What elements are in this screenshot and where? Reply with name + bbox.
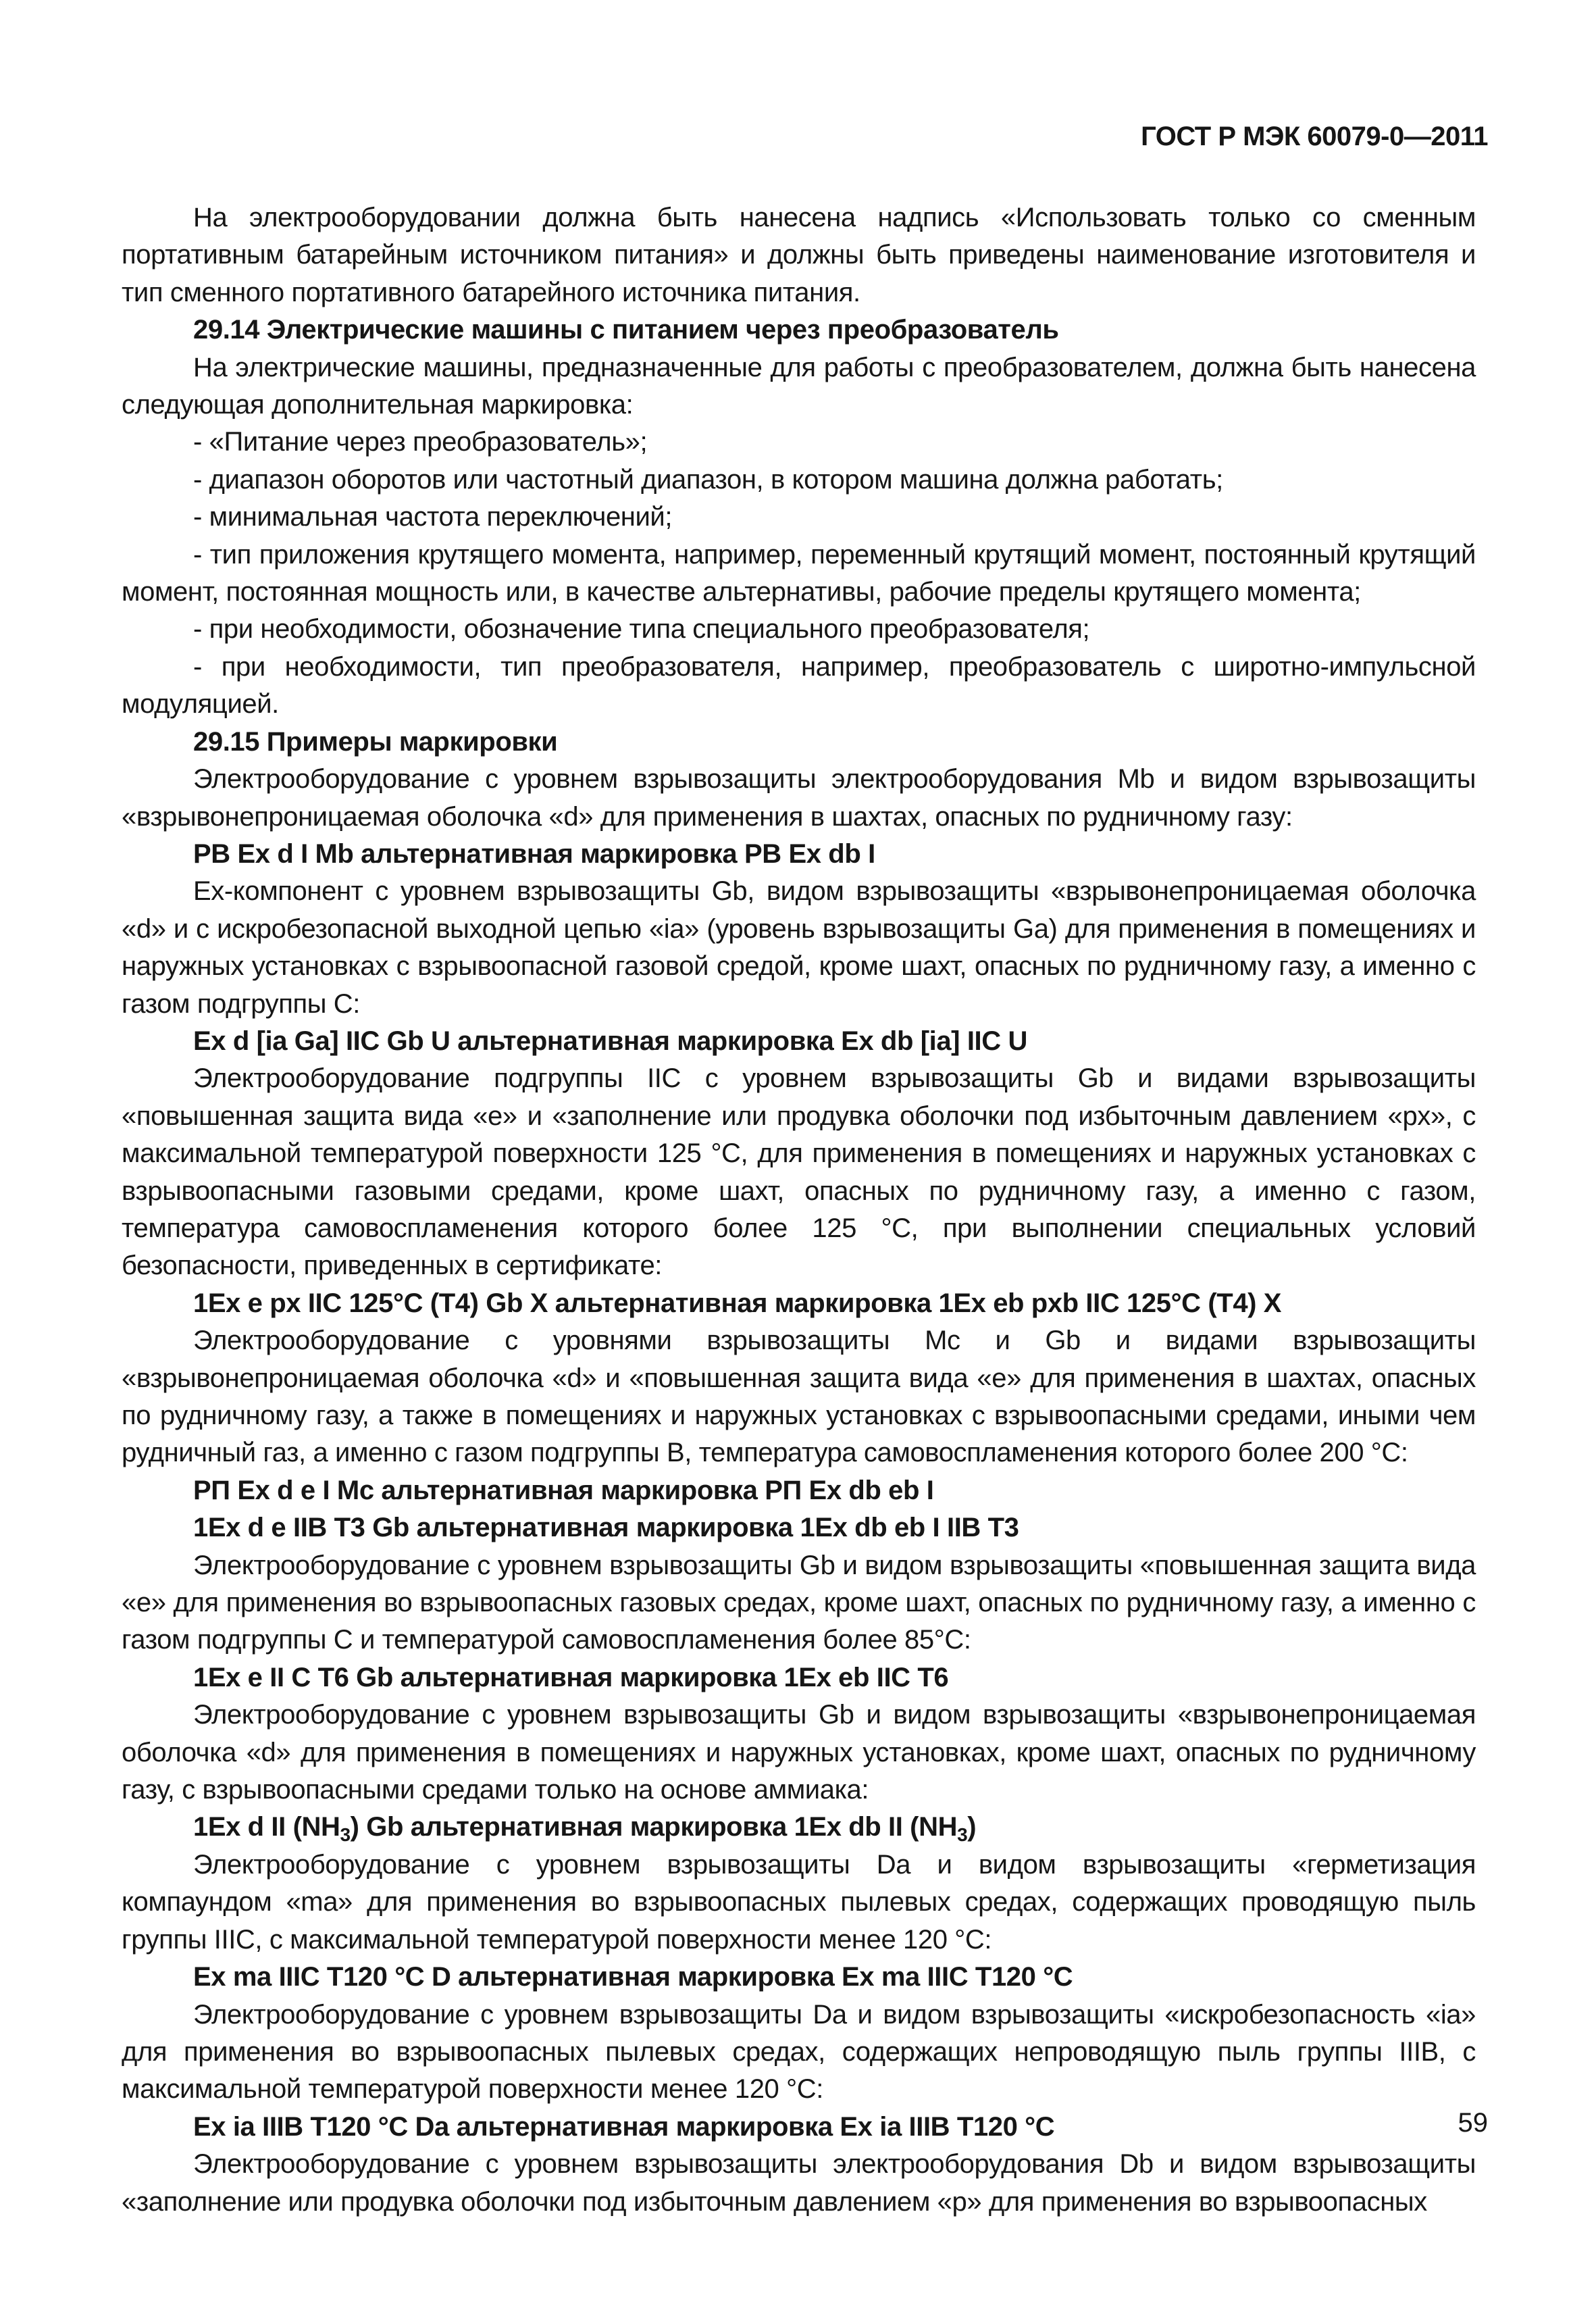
paragraph: Электрооборудование с уровнем взрывозащиты Da и видом взрывозащиты «герметизация компаундом «ma» для применения во взрывоопасных пылевых средах, содержащих проводящую пыль группы IIIC, с максимальной температурой поверхности менее 120 °С:: [122, 1849, 1476, 1955]
list-item: - при необходимости, тип преобразователя, например, преобразователь с широтно-импульсной модуляцией.: [122, 651, 1476, 720]
marking-example: Ex ma IIIC T120 °C D альтернативная маркировка Ex ma IIIC T120 °C: [193, 1962, 1073, 1992]
page-number: 59: [1458, 2108, 1488, 2138]
paragraph: Ex-компонент с уровнем взрывозащиты Gb, видом взрывозащиты «взрывонепроницаемая оболочка «d» и с искробезопасной выходной цепью «ia» (уровень взрывозащиты Ga) для применения в помещениях и наружных установках с взрывоопасной газовой средой, кроме шахт, опасных по рудничному газу, а именно с газом подгруппы С:: [122, 876, 1476, 1019]
subscript: 3: [340, 1824, 351, 1846]
list-item: - диапазон оборотов или частотный диапазон, в котором машина должна работать;: [193, 464, 1223, 495]
paragraph: Электрооборудование с уровнем взрывозащиты электрооборудования Db и видом взрывозащиты «заполнение или продувка оболочки под избыточным давлением «р» для применения во взрывоопасных: [122, 2149, 1476, 2217]
marking-example: [122, 1809, 1476, 1846]
marking-text: ) Gb альтернативная маркировка 1Ex db II (NH: [350, 1812, 958, 1842]
list-item: - «Питание через преобразователь»;: [193, 427, 648, 457]
paragraph: Электрооборудование с уровнем взрывозащиты Da и видом взрывозащиты «искробезопасность «ia» для применения во взрывоопасных пылевых средах, содержащих непроводящую пыль группы IIIB, с максимальной температурой поверхности менее 120 °С:: [122, 1999, 1476, 2105]
list-item: - при необходимости, обозначение типа специального преобразователя;: [193, 614, 1090, 645]
marking-example: Ex d [ia Ga] IIC Gb U альтернативная маркировка Ex db [ia] IIC U: [193, 1026, 1027, 1056]
document-header: ГОСТ Р МЭК 60079-0—2011: [1141, 122, 1488, 151]
marking-example: Ex ia IIIB T120 °C Da альтернативная маркировка Ex ia IIIB T120 °C: [193, 2111, 1055, 2142]
document-body: [122, 199, 1476, 2221]
paragraph: На электрические машины, предназначенные для работы с преобразователем, должна быть нанесена следующая дополнительная маркировка:: [122, 352, 1476, 420]
marking-text: 1Ex d II (NH: [193, 1812, 340, 1842]
paragraph: На электрооборудовании должна быть нанесена надпись «Использовать только со сменным портативным батарейным источником питания» и должны быть приведены наименование изготовителя и тип сменного портативного батарейного источника питания.: [122, 203, 1476, 307]
paragraph: Электрооборудование подгруппы IIC с уровнем взрывозащиты Gb и видами взрывозащиты «повышенная защита вида «е» и «заполнение или продувка оболочки под избыточным давлением «px», с максимальной температурой поверхности 125 °С, для применения в помещениях и наружных установках с взрывоопасными газовыми средами, кроме шахт, опасных по рудничному газу, а именно с газом, температура самовоспламенения которого более 125 °С, при выполнении специальных условий безопасности, приведенных в сертификате:: [122, 1063, 1476, 1281]
marking-example: PB Ex d I Mb альтернативная маркировка PB Ex db I: [193, 838, 875, 869]
paragraph: Электрооборудование с уровнем взрывозащиты электрооборудования Mb и видом взрывозащиты «взрывонепроницаемая оболочка «d» для применения в шахтах, опасных по рудничному газу:: [122, 764, 1476, 832]
list-item: - минимальная частота переключений;: [193, 502, 673, 532]
marking-example: 1Ex e px IIC 125°C (T4) Gb X альтернативная маркировка 1Ex eb pxb IIC 125°C (T4) X: [193, 1288, 1282, 1318]
subscript: 3: [957, 1824, 968, 1846]
marking-example: РП Ex d e I Mc альтернативная маркировка РП Ex db eb I: [193, 1475, 934, 1505]
list-item: - тип приложения крутящего момента, например, переменный крутящий момент, постоянный крутящий момент, постоянная мощность или, в качестве альтернативы, рабочие пределы крутящего момента;: [122, 539, 1476, 607]
marking-example: 1Ex d e IIB T3 Gb альтернативная маркировка 1Ex db eb I IIB T3: [193, 1513, 1019, 1543]
paragraph: Электрооборудование с уровнями взрывозащиты Mc и Gb и видами взрывозащиты «взрывонепроницаемая оболочка «d» и «повышенная защита вида «е» для применения в шахтах, опасных по рудничному газу, а также в помещениях и наружных установках с взрывоопасными средами, иными чем рудничный газ, а именно с газом подгруппы В, температура самовоспламенения которого более 200 °С:: [122, 1326, 1476, 1468]
section-heading-29-15: 29.15 Примеры маркировки: [193, 726, 558, 757]
paragraph: Электрооборудование с уровнем взрывозащиты Gb и видом взрывозащиты «взрывонепроницаемая оболочка «d» для применения в помещениях и наружных установках, кроме шахт, опасных по рудничному газу, с взрывоопасными средами только на основе аммиака:: [122, 1700, 1476, 1805]
paragraph: Электрооборудование с уровнем взрывозащиты Gb и видом взрывозащиты «повышенная защита вида «е» для применения во взрывоопасных газовых средах, кроме шахт, опасных по рудничному газу, а именно с газом подгруппы С и температурой самовоспламенения более 85°С:: [122, 1550, 1476, 1655]
section-heading-29-14: 29.14 Электрические машины с питанием через преобразователь: [193, 315, 1059, 345]
marking-text: ): [967, 1812, 977, 1842]
marking-example: 1Ex e II C T6 Gb альтернативная маркировка 1Ex eb IIC T6: [193, 1662, 949, 1692]
